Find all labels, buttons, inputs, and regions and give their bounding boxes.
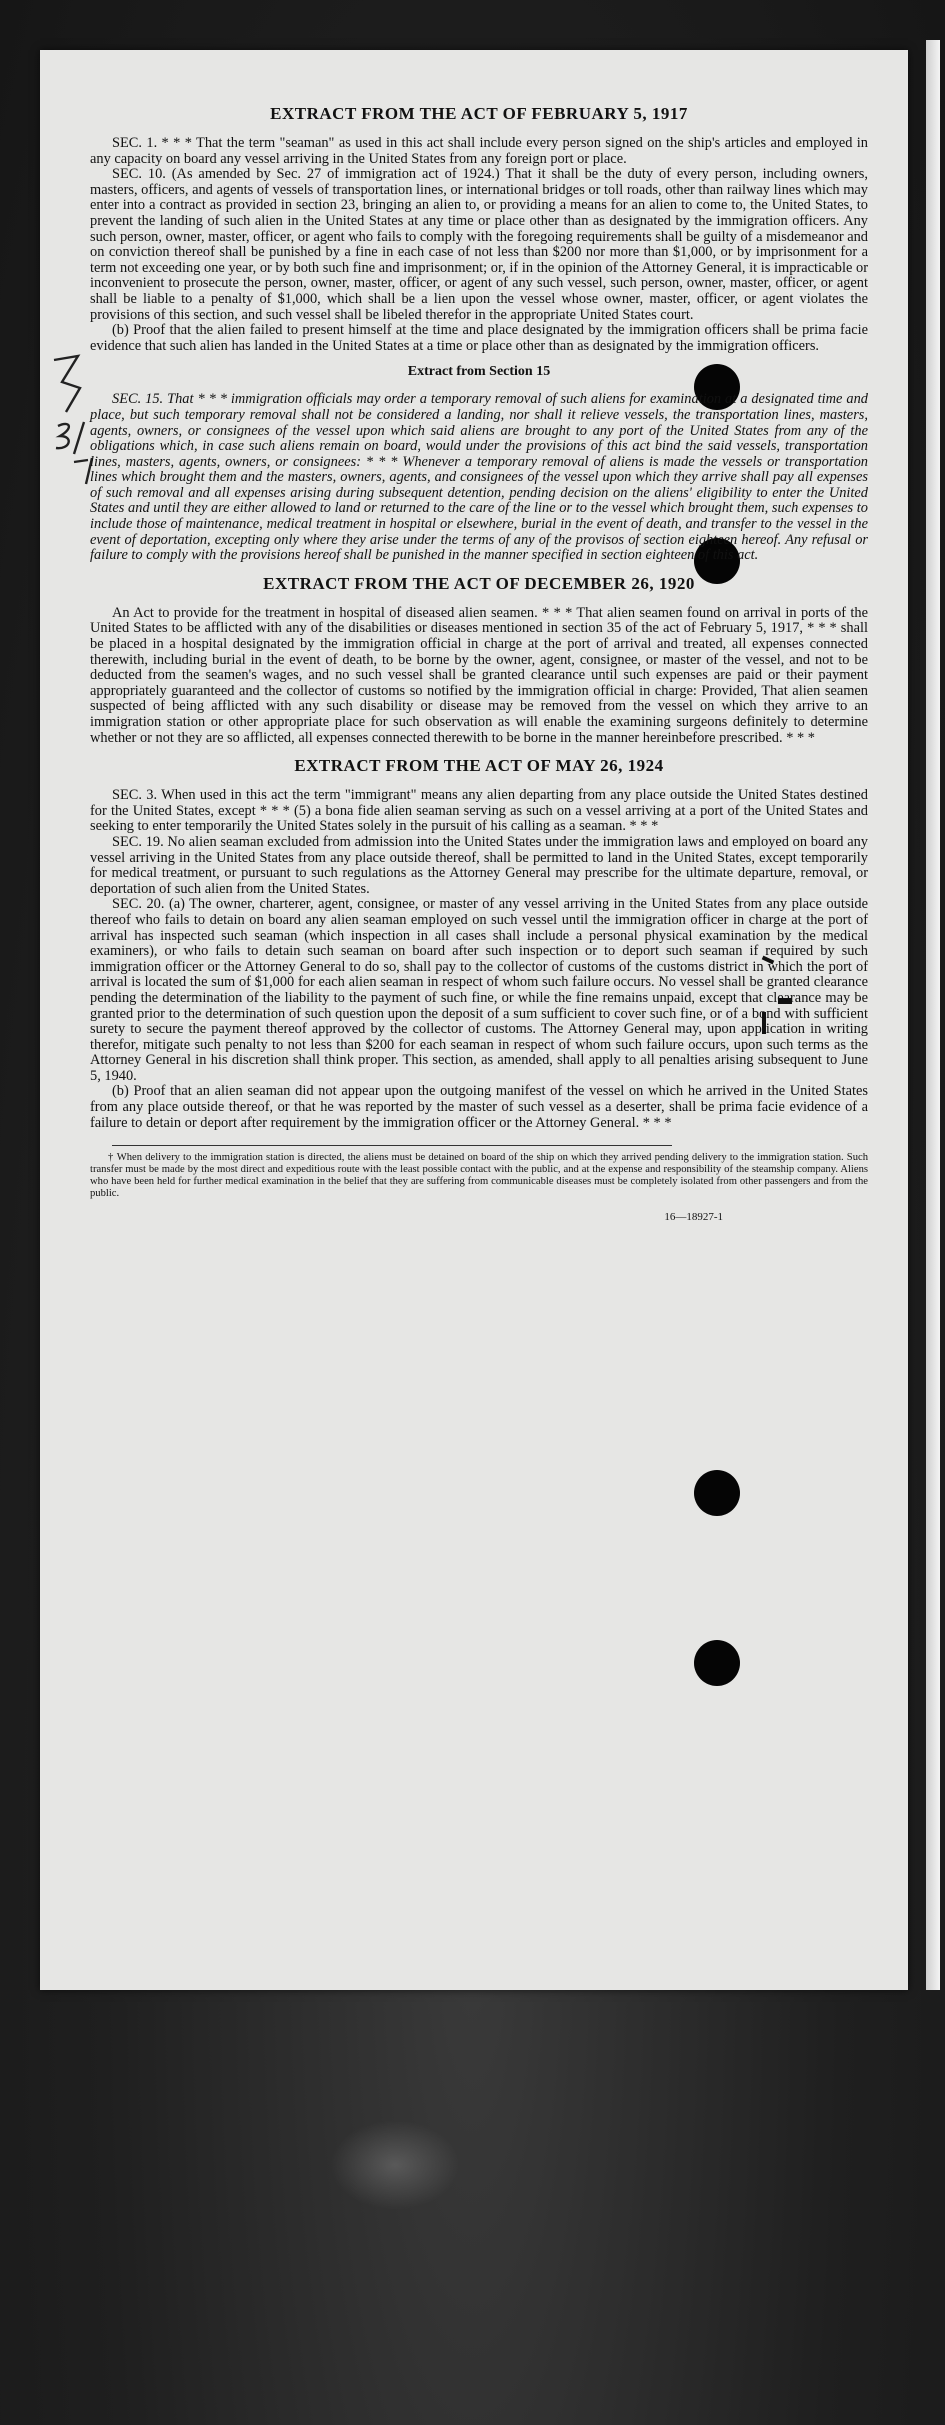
punch-hole <box>694 1470 740 1516</box>
section-20-paragraph: SEC. 20. (a) The owner, charterer, agent, consignee, or master of any vessel arriving in the United States from any place outside thereof who fails to detain on board any alien seaman employed on such vessel until the immigration officer in charge at the port of arrival has inspected such seaman (which inspection in all cases shall include a personal physical examination by the medical examiners), or who fails to detain such seaman on board after such inspection or to deport such seaman if required by such immigration officer or the Attorney General to do so, shall pay to the collector of customs of the customs district in which the port of arrival is located the sum of $1,000 for each alien seaman in respect of whom such failure occurs. No vessel shall be granted clearance pending the determination of the liability to the payment of such fine, or while the fine remains unpaid, except that clearance may be granted prior to the determination of such question upon the deposit of a sum sufficient to cover such fine, or of a bond with sufficient surety to secure the payment thereof approved by the collector of customs. The Attorney General may, upon application in writing therefor, mitigate such penalty to not less than $200 for each seaman in respect of whom such failure occurs, upon such terms as the Attorney General in his discretion shall think proper. This section, as amended, shall apply to all penalties arising subsequent to June 5, 1940. <box>90 896 868 1084</box>
section-1-paragraph: SEC. 1. * * * That the term "seaman" as used in this act shall include every person signed on the ship's articles and employed in any capacity on board any vessel arriving in the United States from any foreign port or place. <box>90 135 868 167</box>
act-1920-paragraph: An Act to provide for the treatment in hospital of diseased alien seamen. * * * That alien seamen found on arrival in ports of the United States to be afflicted with any of the disabilities or diseases mentioned in section 35 of the act of February 5, 1917, * * * shall be placed in a hospital designated by the immigration official in charge at the port of arrival and treated, all expenses connected therewith, including burial in the event of death, to be borne by the owner, agent, consignee, or master of the vessel, and not to be deducted from the seamen's wages, and no such vessel shall be granted clearance until such expenses are paid or their payment appropriately guaranteed and the collector of customs so notified by the immigration official in charge: Provided, That alien seamen suspected of being afflicted with any such disability or disease may be removed from the vessel on which they arrive to an immigration station or other appropriate place for such observation as will enable the examining surgeons definitely to determine whether or not they are so afflicted, all expenses connected therewith to be borne in the manner hereinbefore prescribed. * * * <box>90 604 868 746</box>
heading-act-1920: EXTRACT FROM THE ACT OF DECEMBER 26, 1920 <box>263 573 695 593</box>
section-15-paragraph: SEC. 15. That * * * immigration officials may order a temporary removal of such aliens for examination at a designated time and place, but such temporary removal shall not be considered a landing, nor shall it relieve vessels, the transportation lines, masters, agents, owners, or consignees of the vessel upon which said aliens are brought to any port of the United States from any of the obligations which, in case such aliens remain on board, would under the provisions of this act bind the said vessels, transportation lines, masters, agents, owners, or consignees: * * * Whenever a temporary removal of aliens is made the vessels or transportation lines which brought them and the masters, owners, agents, and consignees of the vessel upon which they arrive shall pay all expenses of such removal and all expenses arising during subsequent detention, pending decision on the aliens' eligibility to enter the United States and until they are either allowed to land or returned to the care of the line or to the vessel which brought them, such expenses to include those of maintenance, medical treatment in hospital or elsewhere, burial in the event of death, and transfer to the vessel in the event of deportation, excepting only where they arise under the terms of any of the provisos of section eighteen hereof. Any refusal or failure to comply with the provisions hereof shall be punished in the manner specified in section eighteen of this act. <box>90 391 868 564</box>
footnote-divider <box>112 1145 672 1146</box>
footnote: † When delivery to the immigration station is directed, the aliens must be detained on board of the ship on which they arrived pending delivery to the immigration station. Such transfer must be made by the most direct and expeditious route with the least possible contact with the public, and at the expense and responsibility of the steamship company. Aliens who have been held for further medical examination in the belief that they are suffering from communicable diseases must be completely isolated from other passengers and from the public. <box>90 1152 868 1199</box>
section-3-paragraph: SEC. 3. When used in this act the term "immigrant" means any alien departing from any place outside the United States destined for the United States, except * * * (5) a bona fide alien seaman serving as such on a vessel arriving at a port of the United States and seeking to enter temporarily the United States solely in the pursuit of his calling as a seaman. * * * <box>90 787 868 835</box>
section-19-paragraph: SEC. 19. No alien seaman excluded from admission into the United States under the immigration laws and employed on board any vessel arriving in the United States from any place outside thereof, shall be permitted to land in the United States, except temporarily for medical treatment, or pursuant to such regulations as the Attorney General may prescribe for the ultimate departure, removal, or deportation of such alien from the United States. <box>90 833 868 897</box>
heading-act-1924: EXTRACT FROM THE ACT OF MAY 26, 1924 <box>294 756 664 776</box>
adjacent-page-edge <box>926 40 940 1990</box>
section-10b-paragraph: (b) Proof that the alien failed to present himself at the time and place designated by the immigration officers shall be prima facie evidence that such alien has landed in the United States at a time or place other than as designated by the immigration officers. <box>90 322 868 354</box>
punch-hole <box>694 1640 740 1686</box>
section-20b-paragraph: (b) Proof that an alien seaman did not appear upon the outgoing manifest of the vessel on which he arrived in the United States from any place outside thereof, or that he was reported by the master of such vessel as a deserter, shall be prima facie evidence of a failure to detain or deport after requirement by the immigration officer or the Attorney General. * * * <box>90 1083 868 1131</box>
scanner-reflection <box>330 2120 460 2210</box>
heading-section-15: Extract from Section 15 <box>407 364 551 380</box>
document-text <box>90 104 868 1223</box>
section-10-paragraph: SEC. 10. (As amended by Sec. 27 of immigration act of 1924.) That it shall be the duty of every person, including owners, masters, officers, and agents of vessels of transportation lines, or international bridges or toll roads, other than railway lines which may enter into a contract as provided in section 23, bringing an alien to, or providing a means for an alien to come to, the United States, to prevent the landing of such alien in the United States at any time or place other than as designated by the immigration officers. Any such person, owner, master, officer, or agent who fails to comply with the foregoing requirements shall be guilty of a misdemeanor and on conviction thereof shall be punished by a fine in each case of not less than $200 nor more than $1,000, or by imprisonment for a term not exceeding one year, or by both such fine and imprisonment; or, if in the opinion of the Attorney General, it is impracticable or inconvenient to prosecute the person, owner, master, officer, or agent of any such vessel, such person, owner, master, officer, or agent shall be liable to a penalty of $1,000, which shall be a lien upon the vessel whose owner, master, officer, or agent violates the provisions of this section, and such vessel shall be libeled therefor in the appropriate United States court. <box>90 166 868 323</box>
heading-act-1917: EXTRACT FROM THE ACT OF FEBRUARY 5, 1917 <box>270 104 688 123</box>
form-number: 16—18927-1 <box>664 1211 723 1224</box>
